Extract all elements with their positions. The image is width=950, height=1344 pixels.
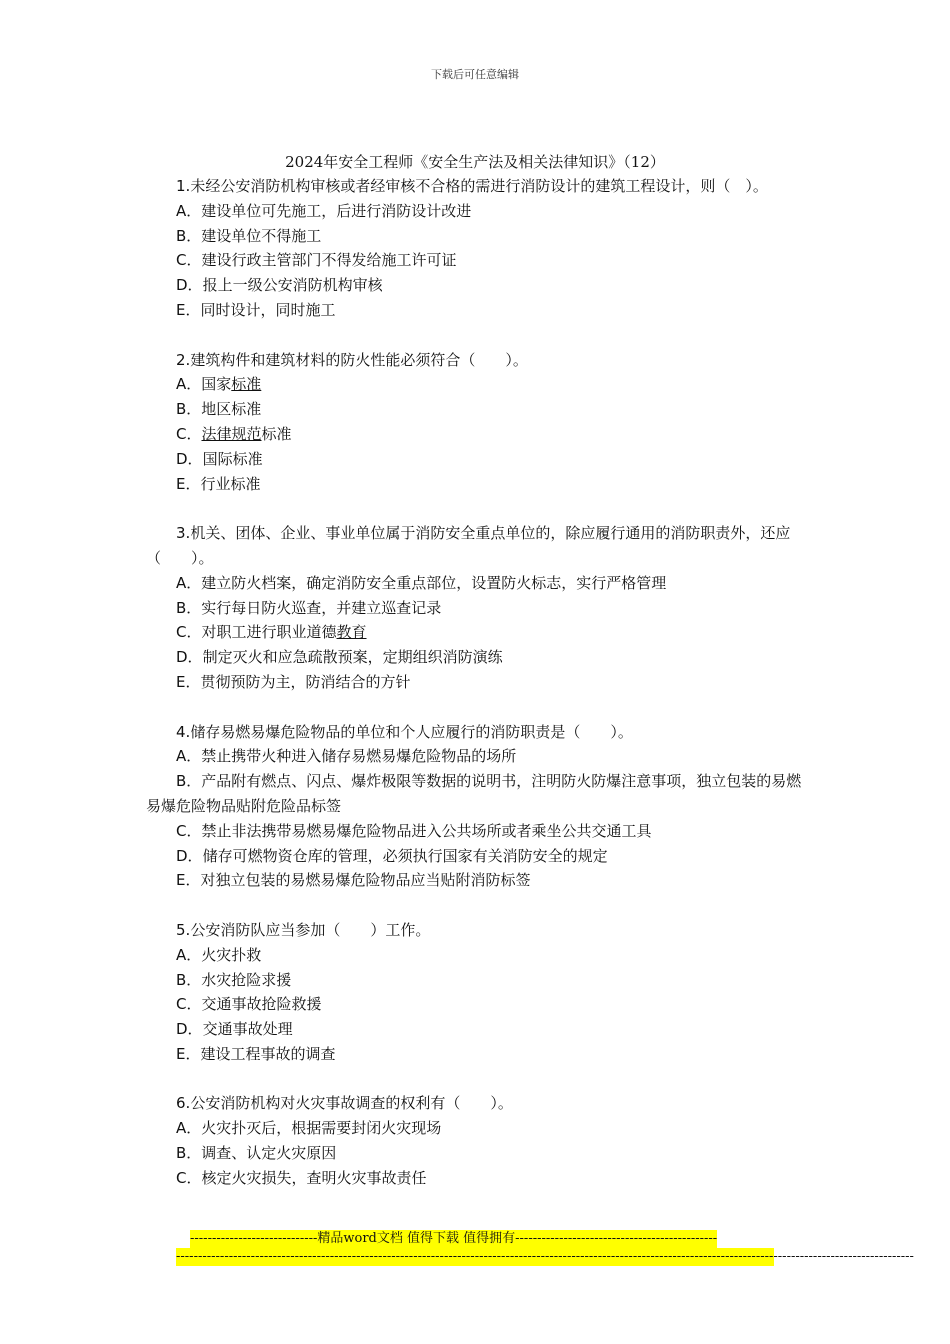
option-text: 禁止非法携带易燃易爆危险物品进入公共场所或者乘坐公共交通工具 — [201, 821, 652, 840]
option-letter: C． — [176, 623, 202, 642]
option-text: 建设单位不得施工 — [201, 226, 322, 245]
answer-option — [146, 868, 806, 893]
option-letter: E． — [176, 300, 201, 319]
question-text: 未经公安消防机构审核或者经审核不合格的需进行消防设计的建筑工程设计，则（ ）。 — [190, 177, 768, 195]
option-text: 产品附有燃点、闪点、爆炸极限等数据的说明书，注明防火防爆注意事项，独立包装的易燃易爆危险物品贴附危险品标签 — [146, 772, 802, 815]
answer-option — [146, 199, 806, 224]
answer-option — [146, 372, 806, 397]
option-letter: E． — [176, 672, 201, 691]
option-letter: D． — [176, 648, 203, 667]
answer-option — [146, 224, 806, 249]
question-number: 4. — [176, 722, 191, 741]
option-text: 对职工进行职业道德 — [201, 623, 337, 642]
option-text: 地区标准 — [201, 400, 262, 419]
answer-option — [146, 744, 806, 769]
question-number: 3. — [176, 524, 191, 543]
question-stem — [146, 1091, 806, 1116]
option-letter: C． — [176, 251, 202, 270]
question-number: 1. — [176, 177, 191, 195]
answer-option — [146, 472, 806, 497]
option-letter: B． — [176, 400, 202, 419]
answer-option — [146, 620, 806, 645]
option-text: 水灾抢险求援 — [201, 970, 292, 989]
option-text: 交通事故处理 — [202, 1020, 293, 1039]
question-text: 机关、团体、企业、事业单位属于消防安全重点单位的，除应履行通用的消防职责外，还应（ ）。 — [146, 524, 791, 567]
option-link-text[interactable]: 法律规范 — [201, 424, 262, 443]
answer-option — [146, 943, 806, 968]
option-letter: E． — [176, 474, 201, 493]
option-letter: D． — [176, 276, 203, 295]
question-stem — [146, 521, 806, 571]
question-text: 公安消防队应当参加（ ）工作。 — [190, 920, 431, 939]
option-text: 调查、认定火灾原因 — [201, 1144, 337, 1163]
question-block — [146, 521, 806, 695]
document-title: 2024年安全工程师《安全生产法及相关法律知识》（12） — [285, 153, 665, 171]
answer-option — [146, 248, 806, 273]
question-text: 储存易燃易爆危险物品的单位和个人应履行的消防职责是（ ）。 — [190, 722, 633, 741]
option-text: 火灾扑灭后，根据需要封闭火灾现场 — [201, 1119, 442, 1138]
option-letter: C． — [176, 1168, 202, 1187]
option-letter: B． — [176, 772, 202, 791]
question-stem — [146, 720, 806, 745]
question-stem — [146, 174, 806, 199]
option-text: 交通事故抢险救援 — [201, 995, 322, 1014]
option-letter: A． — [176, 945, 202, 964]
option-letter: D． — [176, 1020, 203, 1039]
option-text: 建立防火档案，确定消防安全重点部位，设置防火标志，实行严格管理 — [201, 573, 667, 592]
header-note: 下载后可任意编辑 — [431, 68, 519, 81]
answer-option — [146, 422, 806, 447]
option-letter: A． — [176, 375, 202, 394]
option-letter: E． — [176, 1044, 201, 1063]
option-text: 建设行政主管部门不得发给施工许可证 — [201, 251, 457, 270]
answer-option — [146, 1141, 806, 1166]
answer-option — [146, 397, 806, 422]
answer-option — [146, 273, 806, 298]
option-text: 贯彻预防为主，防消结合的方针 — [200, 672, 411, 691]
answer-option — [146, 1166, 806, 1191]
answer-option — [146, 1042, 806, 1067]
answer-option — [146, 571, 806, 596]
question-block — [146, 348, 806, 497]
option-text: 国际标准 — [202, 449, 263, 468]
footer-banner — [176, 1230, 914, 1266]
footer-line-1: -----------------------------精品word文档 值得下载 值得拥有---------------------------------------------- — [190, 1231, 718, 1246]
answer-option — [146, 645, 806, 670]
option-text: 建设工程事故的调查 — [200, 1044, 336, 1063]
option-letter: C． — [176, 424, 202, 443]
option-letter: B． — [176, 226, 202, 245]
option-text: 核定火灾损失，查明火灾事故责任 — [201, 1168, 427, 1187]
option-text: 国家 — [201, 375, 232, 394]
option-text: 禁止携带火种进入储存易燃易爆危险物品的场所 — [201, 747, 517, 766]
option-letter: C． — [176, 821, 202, 840]
question-number: 6. — [176, 1094, 191, 1113]
answer-option — [146, 844, 806, 869]
option-letter: A． — [176, 747, 202, 766]
option-text: 建设单位可先施工，后进行消防设计改进 — [201, 201, 472, 220]
option-text: 标准 — [261, 424, 292, 443]
option-letter: A． — [176, 1119, 202, 1138]
answer-option — [146, 968, 806, 993]
option-letter: A． — [176, 573, 202, 592]
option-text: 储存可燃物资仓库的管理，必须执行国家有关消防安全的规定 — [202, 846, 608, 865]
answer-option — [146, 819, 806, 844]
question-number: 2. — [176, 350, 191, 369]
option-letter: C． — [176, 995, 202, 1014]
question-text: 建筑构件和建筑材料的防火性能必须符合（ ）。 — [190, 350, 528, 369]
option-link-text[interactable]: 教育 — [336, 623, 367, 642]
question-block — [146, 1091, 806, 1190]
answer-option — [146, 769, 806, 819]
question-block — [146, 174, 806, 323]
option-text: 制定灭火和应急疏散预案，定期组织消防演练 — [202, 648, 503, 667]
option-letter: D． — [176, 449, 203, 468]
option-letter: B． — [176, 598, 202, 617]
question-block — [146, 720, 806, 894]
option-text: 对独立包装的易燃易爆危险物品应当贴附消防标签 — [200, 871, 531, 890]
option-letter: B． — [176, 970, 202, 989]
question-block — [146, 918, 806, 1067]
question-list — [146, 174, 806, 1215]
question-number: 5. — [176, 920, 191, 939]
question-stem — [146, 918, 806, 943]
option-text: 火灾扑救 — [201, 945, 262, 964]
question-stem — [146, 348, 806, 373]
option-letter: A． — [176, 201, 202, 220]
answer-option — [146, 298, 806, 323]
option-letter: B． — [176, 1144, 202, 1163]
answer-option — [146, 670, 806, 695]
answer-option — [146, 1116, 806, 1141]
option-letter: D． — [176, 846, 203, 865]
option-letter: E． — [176, 871, 201, 890]
option-text: 行业标准 — [200, 474, 261, 493]
answer-option — [146, 992, 806, 1017]
option-text: 同时设计，同时施工 — [200, 300, 336, 319]
option-text: 报上一级公安消防机构审核 — [202, 276, 383, 295]
option-text: 实行每日防火巡查，并建立巡查记录 — [201, 598, 442, 617]
footer-line-2: ------------------------------------------------------------------------------------------------------------------------------------------------------------------------ — [176, 1249, 914, 1264]
question-text: 公安消防机构对火灾事故调查的权利有（ ）。 — [190, 1094, 513, 1113]
answer-option — [146, 1017, 806, 1042]
option-link-text[interactable]: 标准 — [231, 375, 262, 394]
answer-option — [146, 447, 806, 472]
answer-option — [146, 596, 806, 621]
